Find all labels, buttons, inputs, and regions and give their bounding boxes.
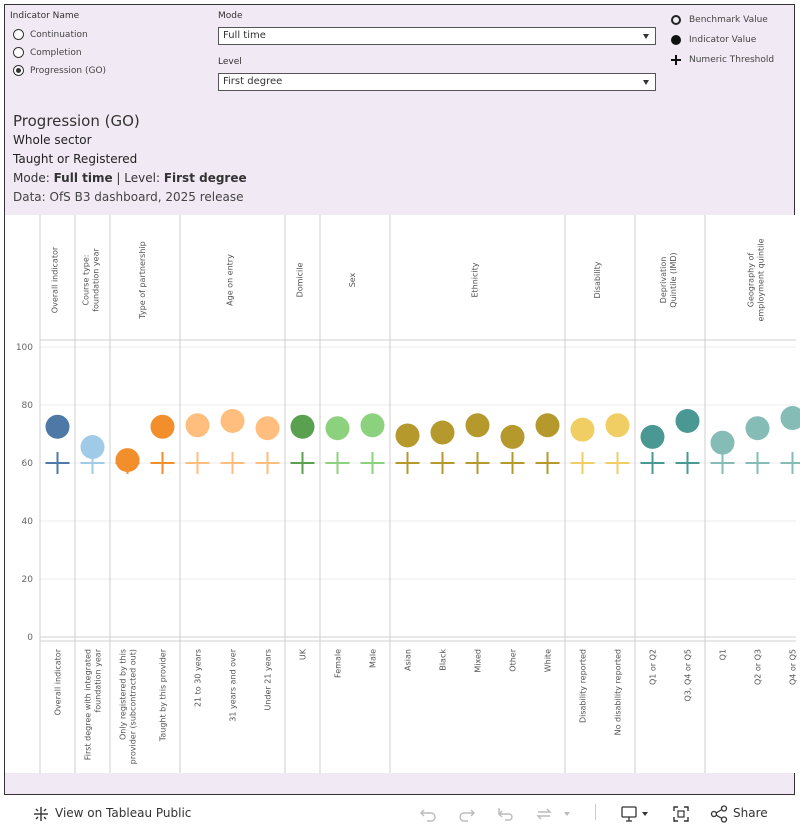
x-tick-label <box>754 649 763 685</box>
chart-title: Progression (GO) <box>13 112 140 130</box>
y-tick-label: 0 <box>27 633 33 643</box>
indicator-name-title: Indicator Name <box>10 11 80 21</box>
indicator-point <box>221 409 245 433</box>
group-header-line: Course type: <box>81 254 91 306</box>
indicator-point <box>466 413 490 437</box>
x-tick-label-line: Other <box>508 649 518 672</box>
group-header-line: Type of partnership <box>138 241 147 319</box>
x-tick-label <box>474 649 483 673</box>
x-tick-label-line: Taught by this provider <box>158 649 168 742</box>
legend-benchmark <box>671 15 768 25</box>
indicator-point <box>396 423 420 447</box>
x-tick-label <box>159 648 168 742</box>
group-header-line: Deprivation <box>659 256 668 304</box>
mode-select-value: Full time <box>223 30 266 41</box>
x-tick-label <box>194 649 203 707</box>
x-tick-label <box>229 648 238 721</box>
group-header-label <box>593 261 602 298</box>
level-prefix: | Level: <box>112 171 164 185</box>
radio-continuation[interactable] <box>13 29 88 40</box>
x-tick-label-line: First degree with integrated <box>83 649 93 761</box>
x-tick-label-line: foundation year <box>93 649 103 713</box>
x-tick-label-line: No disability reported <box>613 649 623 736</box>
indicator-point <box>781 406 800 430</box>
dashboard-frame <box>4 4 798 795</box>
legend-label: Indicator Value <box>689 35 757 45</box>
download-dropdown-icon[interactable] <box>620 805 652 823</box>
y-tick-label: 40 <box>21 517 33 527</box>
mode-level-line <box>13 171 247 185</box>
indicator-point <box>746 416 770 440</box>
radio-circle[interactable] <box>13 29 24 40</box>
undo-icon[interactable] <box>419 806 437 822</box>
x-tick-label-line: Disability reported <box>578 649 588 724</box>
indicator-point <box>116 448 140 472</box>
indicator-point <box>46 415 70 439</box>
indicator-point <box>711 431 735 455</box>
share-button[interactable]: Share <box>733 806 768 820</box>
x-tick-label <box>649 649 658 685</box>
group-header-label <box>659 252 678 307</box>
x-tick-label <box>119 649 138 764</box>
tableau-toolbar <box>0 796 800 827</box>
x-tick-label-line: Q4 or Q5 <box>788 649 798 686</box>
tableau-logo-icon <box>33 806 49 822</box>
x-tick-label-line: Only registered by this <box>118 649 128 741</box>
x-tick-label <box>299 648 308 660</box>
x-tick-label-line: Female <box>333 649 343 678</box>
indicator-point <box>291 415 315 439</box>
indicator-point <box>606 413 630 437</box>
x-tick-label-line: White <box>543 649 553 673</box>
x-tick-label <box>439 649 448 671</box>
view-on-tableau-link[interactable]: View on Tableau Public <box>55 806 192 820</box>
mode-prefix: Mode: <box>13 171 54 185</box>
group-header-line: Disability <box>593 261 602 299</box>
x-tick-label <box>369 649 378 668</box>
group-header-label <box>471 262 480 297</box>
x-tick-label-line: 21 to 30 years <box>193 649 203 708</box>
toolbar-divider <box>595 804 596 820</box>
level-value: First degree <box>163 171 247 185</box>
mode-select[interactable] <box>218 27 656 45</box>
x-tick-label <box>789 649 798 685</box>
x-tick-label <box>544 649 553 672</box>
group-header-line: Domicile <box>295 262 305 298</box>
group-header-line: Age on entry <box>225 254 235 306</box>
group-header-line: employment quintile <box>756 238 766 322</box>
x-tick-label-line: Overall indicator <box>53 649 63 716</box>
refresh-dropdown-icon[interactable] <box>536 806 572 822</box>
x-tick-label-line: Mixed <box>473 649 483 673</box>
legend-label: Benchmark Value <box>689 15 768 25</box>
x-tick-label <box>719 649 728 660</box>
share-icon[interactable] <box>710 805 728 823</box>
level-title: Level <box>218 57 242 67</box>
chevron-down-icon <box>643 80 649 85</box>
indicator-point <box>536 413 560 437</box>
x-tick-label-line: Q2 or Q3 <box>753 649 763 686</box>
taught-subtitle: Taught or Registered <box>13 152 138 166</box>
x-tick-label-line: Asian <box>403 649 413 671</box>
chevron-down-icon <box>643 34 649 39</box>
radio-circle[interactable] <box>13 47 24 58</box>
x-tick-label-line: 31 years and over <box>228 649 238 722</box>
radio-label: Progression (GO) <box>30 65 107 76</box>
group-header-line: Ethnicity <box>470 262 480 298</box>
group-header-line: Sex <box>348 272 357 288</box>
legend-label: Numeric Threshold <box>689 55 775 65</box>
x-tick-label <box>84 648 103 760</box>
group-header-label <box>296 263 305 298</box>
revert-icon[interactable] <box>497 806 515 822</box>
x-tick-label-line: Black <box>438 649 448 671</box>
group-header-label <box>51 246 60 313</box>
indicator-point <box>326 416 350 440</box>
dot-icon <box>671 35 681 45</box>
indicator-point <box>361 413 385 437</box>
radio-circle-selected[interactable] <box>13 65 24 76</box>
x-tick-label <box>264 649 273 711</box>
group-header-label <box>138 241 147 319</box>
scatter-chart <box>5 215 796 773</box>
y-tick-label: 100 <box>15 343 33 353</box>
group-header-line: foundation year <box>91 248 101 312</box>
indicator-point <box>256 416 280 440</box>
x-tick-label-line: UK <box>298 649 308 661</box>
group-header-label <box>747 238 766 321</box>
level-select[interactable] <box>218 73 656 91</box>
chart-area <box>5 215 796 773</box>
group-header-line: Overall indicator <box>50 246 60 314</box>
x-tick-label-line: Male <box>368 649 378 668</box>
y-tick-label: 60 <box>21 459 33 469</box>
x-tick-label <box>579 649 588 723</box>
indicator-point <box>676 409 700 433</box>
radio-completion[interactable] <box>13 47 82 58</box>
group-header-label <box>348 272 357 287</box>
source-note: Data: OfS B3 dashboard, 2025 release <box>13 190 244 204</box>
fullscreen-icon[interactable] <box>672 805 690 823</box>
group-header-line: Geography of <box>746 252 756 308</box>
x-tick-label <box>614 649 623 735</box>
legend-indicator <box>671 35 756 45</box>
indicator-point <box>641 425 665 449</box>
indicator-point <box>501 425 525 449</box>
y-tick-label: 20 <box>21 575 33 585</box>
mode-value: Full time <box>53 171 113 185</box>
x-tick-label-line: Q1 <box>718 649 728 661</box>
x-tick-label <box>54 648 63 715</box>
plus-icon <box>671 55 681 65</box>
indicator-point <box>431 421 455 445</box>
radio-label: Continuation <box>30 29 88 40</box>
legend-threshold <box>671 55 774 65</box>
indicator-point <box>186 413 210 437</box>
x-tick-label-line: Q1 or Q2 <box>648 649 658 686</box>
x-tick-label <box>334 649 343 678</box>
ring-icon <box>671 15 681 25</box>
group-header-label <box>226 254 235 306</box>
radio-label: Completion <box>30 47 82 58</box>
indicator-point <box>571 418 595 442</box>
group-header-label <box>82 248 101 312</box>
radio-progression[interactable] <box>13 65 106 76</box>
y-tick-label: 80 <box>21 401 33 411</box>
x-tick-label <box>509 648 518 671</box>
level-select-value: First degree <box>223 76 283 87</box>
x-tick-label <box>404 649 413 671</box>
x-tick-label-line: Q3, Q4 or Q5 <box>683 649 693 702</box>
mode-title: Mode <box>218 11 243 21</box>
indicator-point <box>151 415 175 439</box>
x-tick-label <box>684 649 693 702</box>
group-header-line: Quintile (IMD) <box>669 252 678 308</box>
x-tick-label-line: provider (subcontracted out) <box>128 649 138 765</box>
indicator-point <box>81 435 105 459</box>
redo-icon[interactable] <box>458 806 476 822</box>
x-tick-label-line: Under 21 years <box>263 649 273 711</box>
sector-subtitle: Whole sector <box>13 133 92 147</box>
